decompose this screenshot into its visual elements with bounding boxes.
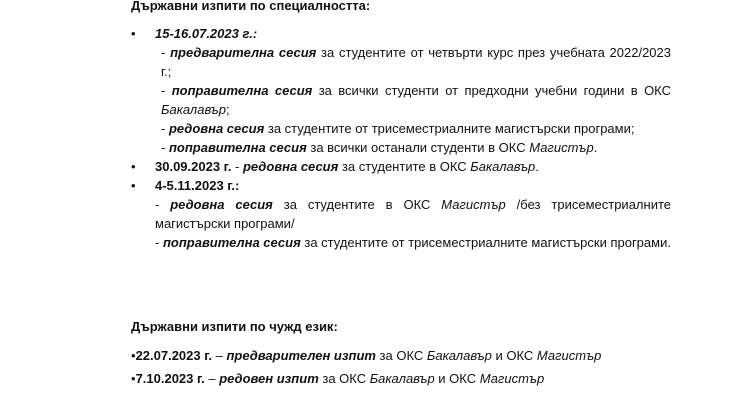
session-line: - поправителна сесия за всички останали студенти в ОКС Магистър. (161, 140, 598, 155)
exam-date: 22.07.2023 г. (135, 348, 212, 363)
exam-date: 30.09.2023 г. (155, 159, 232, 174)
session-line: - поправителна сесия за студентите от трисеместриалните магистърски програми. (155, 235, 671, 250)
section-heading-specialty: Държавни изпити по специалността: (131, 0, 371, 13)
bullet-icon: • (131, 348, 136, 363)
session-line: - редовна сесия за студентите от трисеместриалните магистърски програми; (161, 121, 635, 136)
specialty-exam-list (131, 24, 671, 252)
session-line: - предварителна сесия за студентите от четвърти курс през учебната 2022/2023 г.; (161, 45, 671, 79)
session-line: - редовна сесия за студентите в ОКС Магистър /без трисеместриалните магистърски програми/ (155, 197, 671, 231)
list-item-date-3 (131, 176, 671, 252)
list-item-date-1 (131, 24, 671, 157)
session-line: - поправителна сесия за всички студенти от предходни учебни години в ОКС Бакалавър; (161, 83, 671, 117)
exam-date: 15-16.07.2023 г.: (155, 26, 258, 41)
exam-date: 4-5.11.2023 г.: (155, 178, 240, 193)
bullet-icon: • (131, 26, 136, 41)
list-item-language-1: •22.07.2023 г. – предварителен изпит за ОКС Бакалавър и ОКС Магистър (131, 348, 602, 363)
list-item-language-2: •7.10.2023 г. – редовен изпит за ОКС Бакалавър и ОКС Магистър (131, 371, 545, 386)
bullet-icon: • (131, 178, 136, 193)
section-heading-foreign-language: Държавни изпити по чужд език: (131, 319, 338, 334)
list-item-date-2: • 30.09.2023 г. - редовна сесия за студентите в ОКС Бакалавър. (131, 159, 539, 174)
language-exam-list (131, 346, 691, 392)
exam-date: 7.10.2023 г. (135, 371, 205, 386)
bullet-icon: • (131, 371, 136, 386)
bullet-icon: • (131, 159, 136, 174)
